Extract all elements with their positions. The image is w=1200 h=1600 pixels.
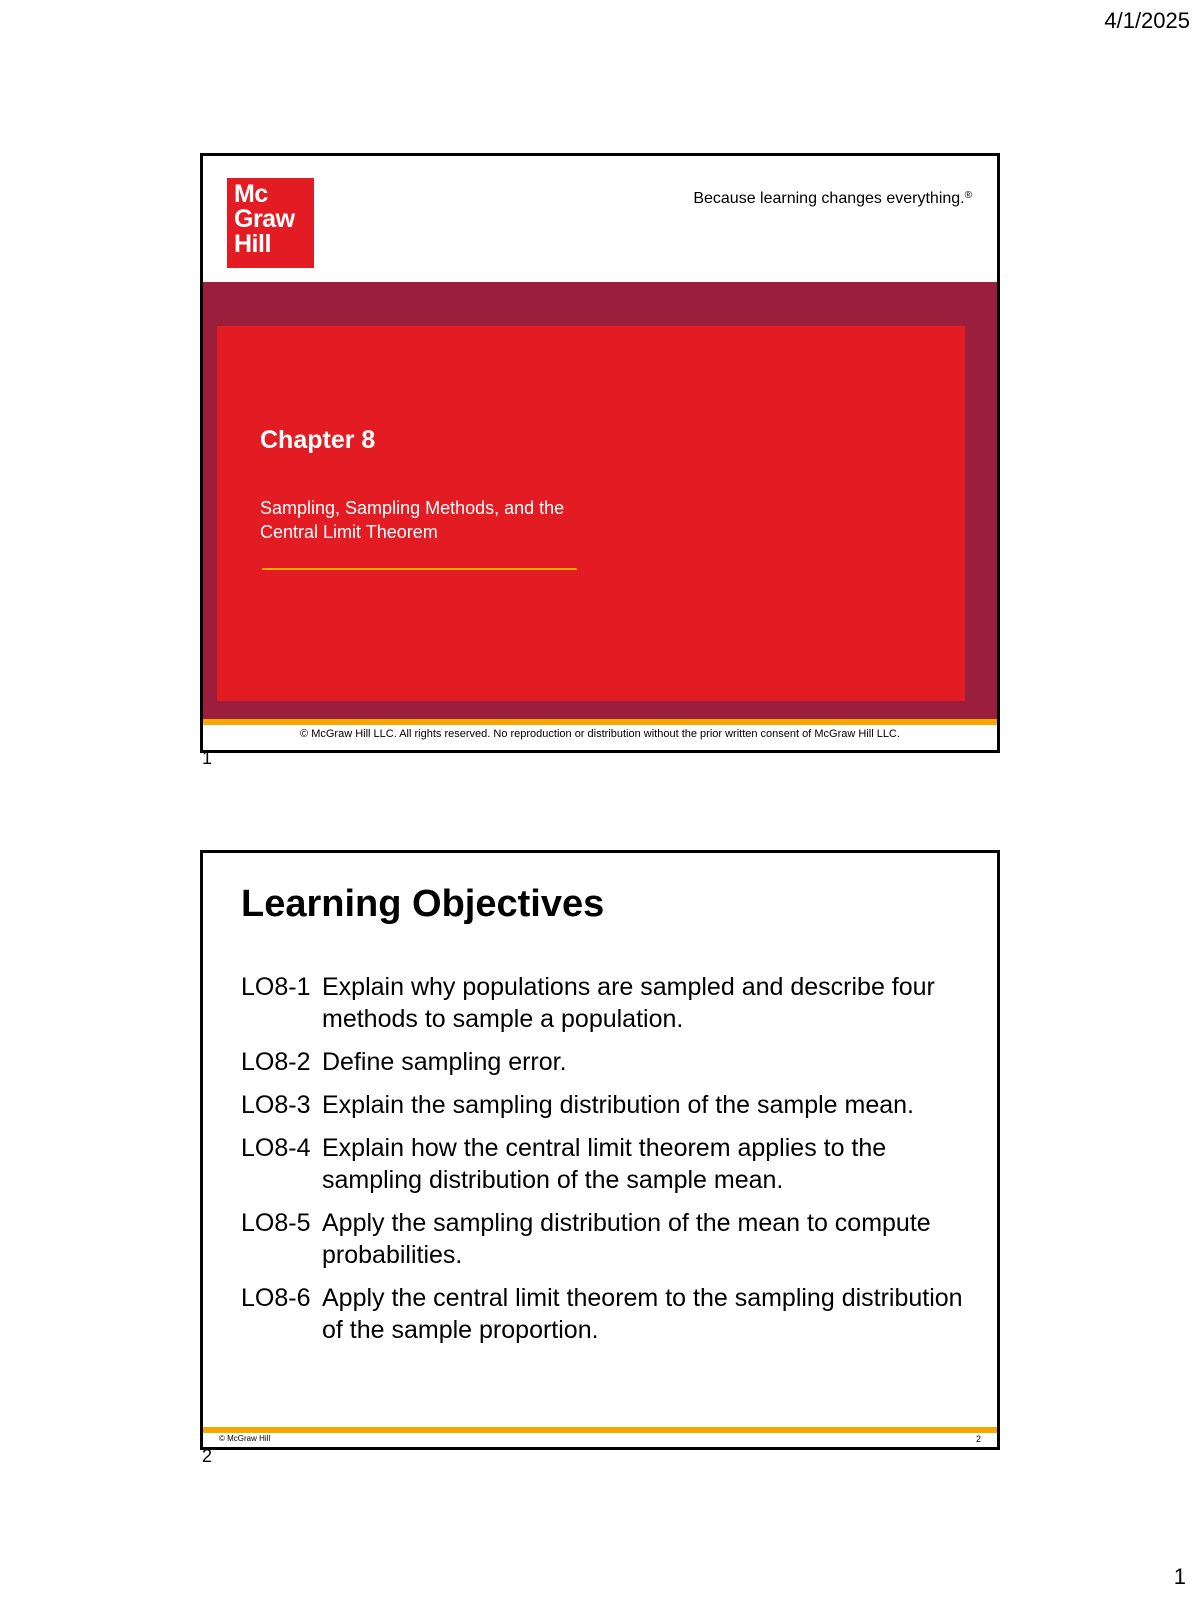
objective-item	[241, 1207, 981, 1271]
slide-2-footer-copyright: © McGraw Hill	[219, 1434, 271, 1443]
registered-mark: ®	[964, 190, 972, 201]
slide-1-title	[200, 153, 1000, 753]
objective-text: Apply the sampling distribution of the mean to compute probabilities.	[322, 1209, 931, 1269]
slide-title: Learning Objectives	[241, 883, 605, 925]
objective-item	[241, 1132, 981, 1196]
objective-text: Explain the sampling distribution of the sample mean.	[322, 1091, 914, 1119]
slide-2-objectives	[200, 850, 1000, 1450]
objective-item	[241, 1089, 981, 1121]
objective-text: Explain how the central limit theorem applies to the sampling distribution of the sample mean.	[322, 1134, 887, 1194]
gold-divider	[262, 568, 577, 570]
objectives-list	[241, 971, 981, 1357]
mcgraw-hill-logo	[227, 178, 314, 268]
copyright-notice: © McGraw Hill LLC. All rights reserved. No reproduction or distribution without the prior written consent of McGraw Hill LLC.	[300, 728, 900, 740]
objective-text: Define sampling error.	[322, 1048, 567, 1076]
chapter-subtitle	[260, 496, 640, 544]
slide-1-number: 1	[202, 748, 213, 768]
objective-code: LO8-1	[241, 973, 311, 1001]
logo-line-mc: Mc	[234, 180, 268, 208]
page-date: 4/1/2025	[1104, 8, 1190, 33]
objective-code: LO8-3	[241, 1091, 311, 1119]
objective-code: LO8-2	[241, 1048, 311, 1076]
tagline	[693, 190, 972, 208]
slide-1-maroon-band	[203, 282, 997, 719]
logo-line-hill: Hill	[234, 230, 271, 258]
slide-2-gold-strip	[203, 1427, 997, 1433]
slide-1-header	[203, 156, 997, 282]
objective-item	[241, 971, 981, 1035]
slide-2-number: 2	[202, 1446, 213, 1466]
objective-code: LO8-4	[241, 1134, 311, 1162]
subtitle-line-1: Sampling, Sampling Methods, and the	[260, 498, 565, 518]
objective-text: Explain why populations are sampled and describe four methods to sample a population.	[322, 973, 935, 1033]
tagline-text: Because learning changes everything.	[693, 190, 965, 207]
objective-code: LO8-6	[241, 1284, 311, 1312]
title-panel	[217, 326, 965, 701]
logo-line-graw: Graw	[234, 205, 295, 233]
slide-2-footer-number: 2	[975, 1434, 981, 1444]
objective-text: Apply the central limit theorem to the sampling distribution of the sample proportion.	[322, 1284, 963, 1344]
objective-item	[241, 1282, 981, 1346]
objective-item	[241, 1046, 981, 1078]
subtitle-line-2: Central Limit Theorem	[260, 522, 438, 542]
objective-code: LO8-5	[241, 1209, 311, 1237]
chapter-title: Chapter 8	[260, 426, 376, 454]
page-number: 1	[1173, 1564, 1186, 1589]
slide-1-gold-strip	[203, 719, 997, 725]
